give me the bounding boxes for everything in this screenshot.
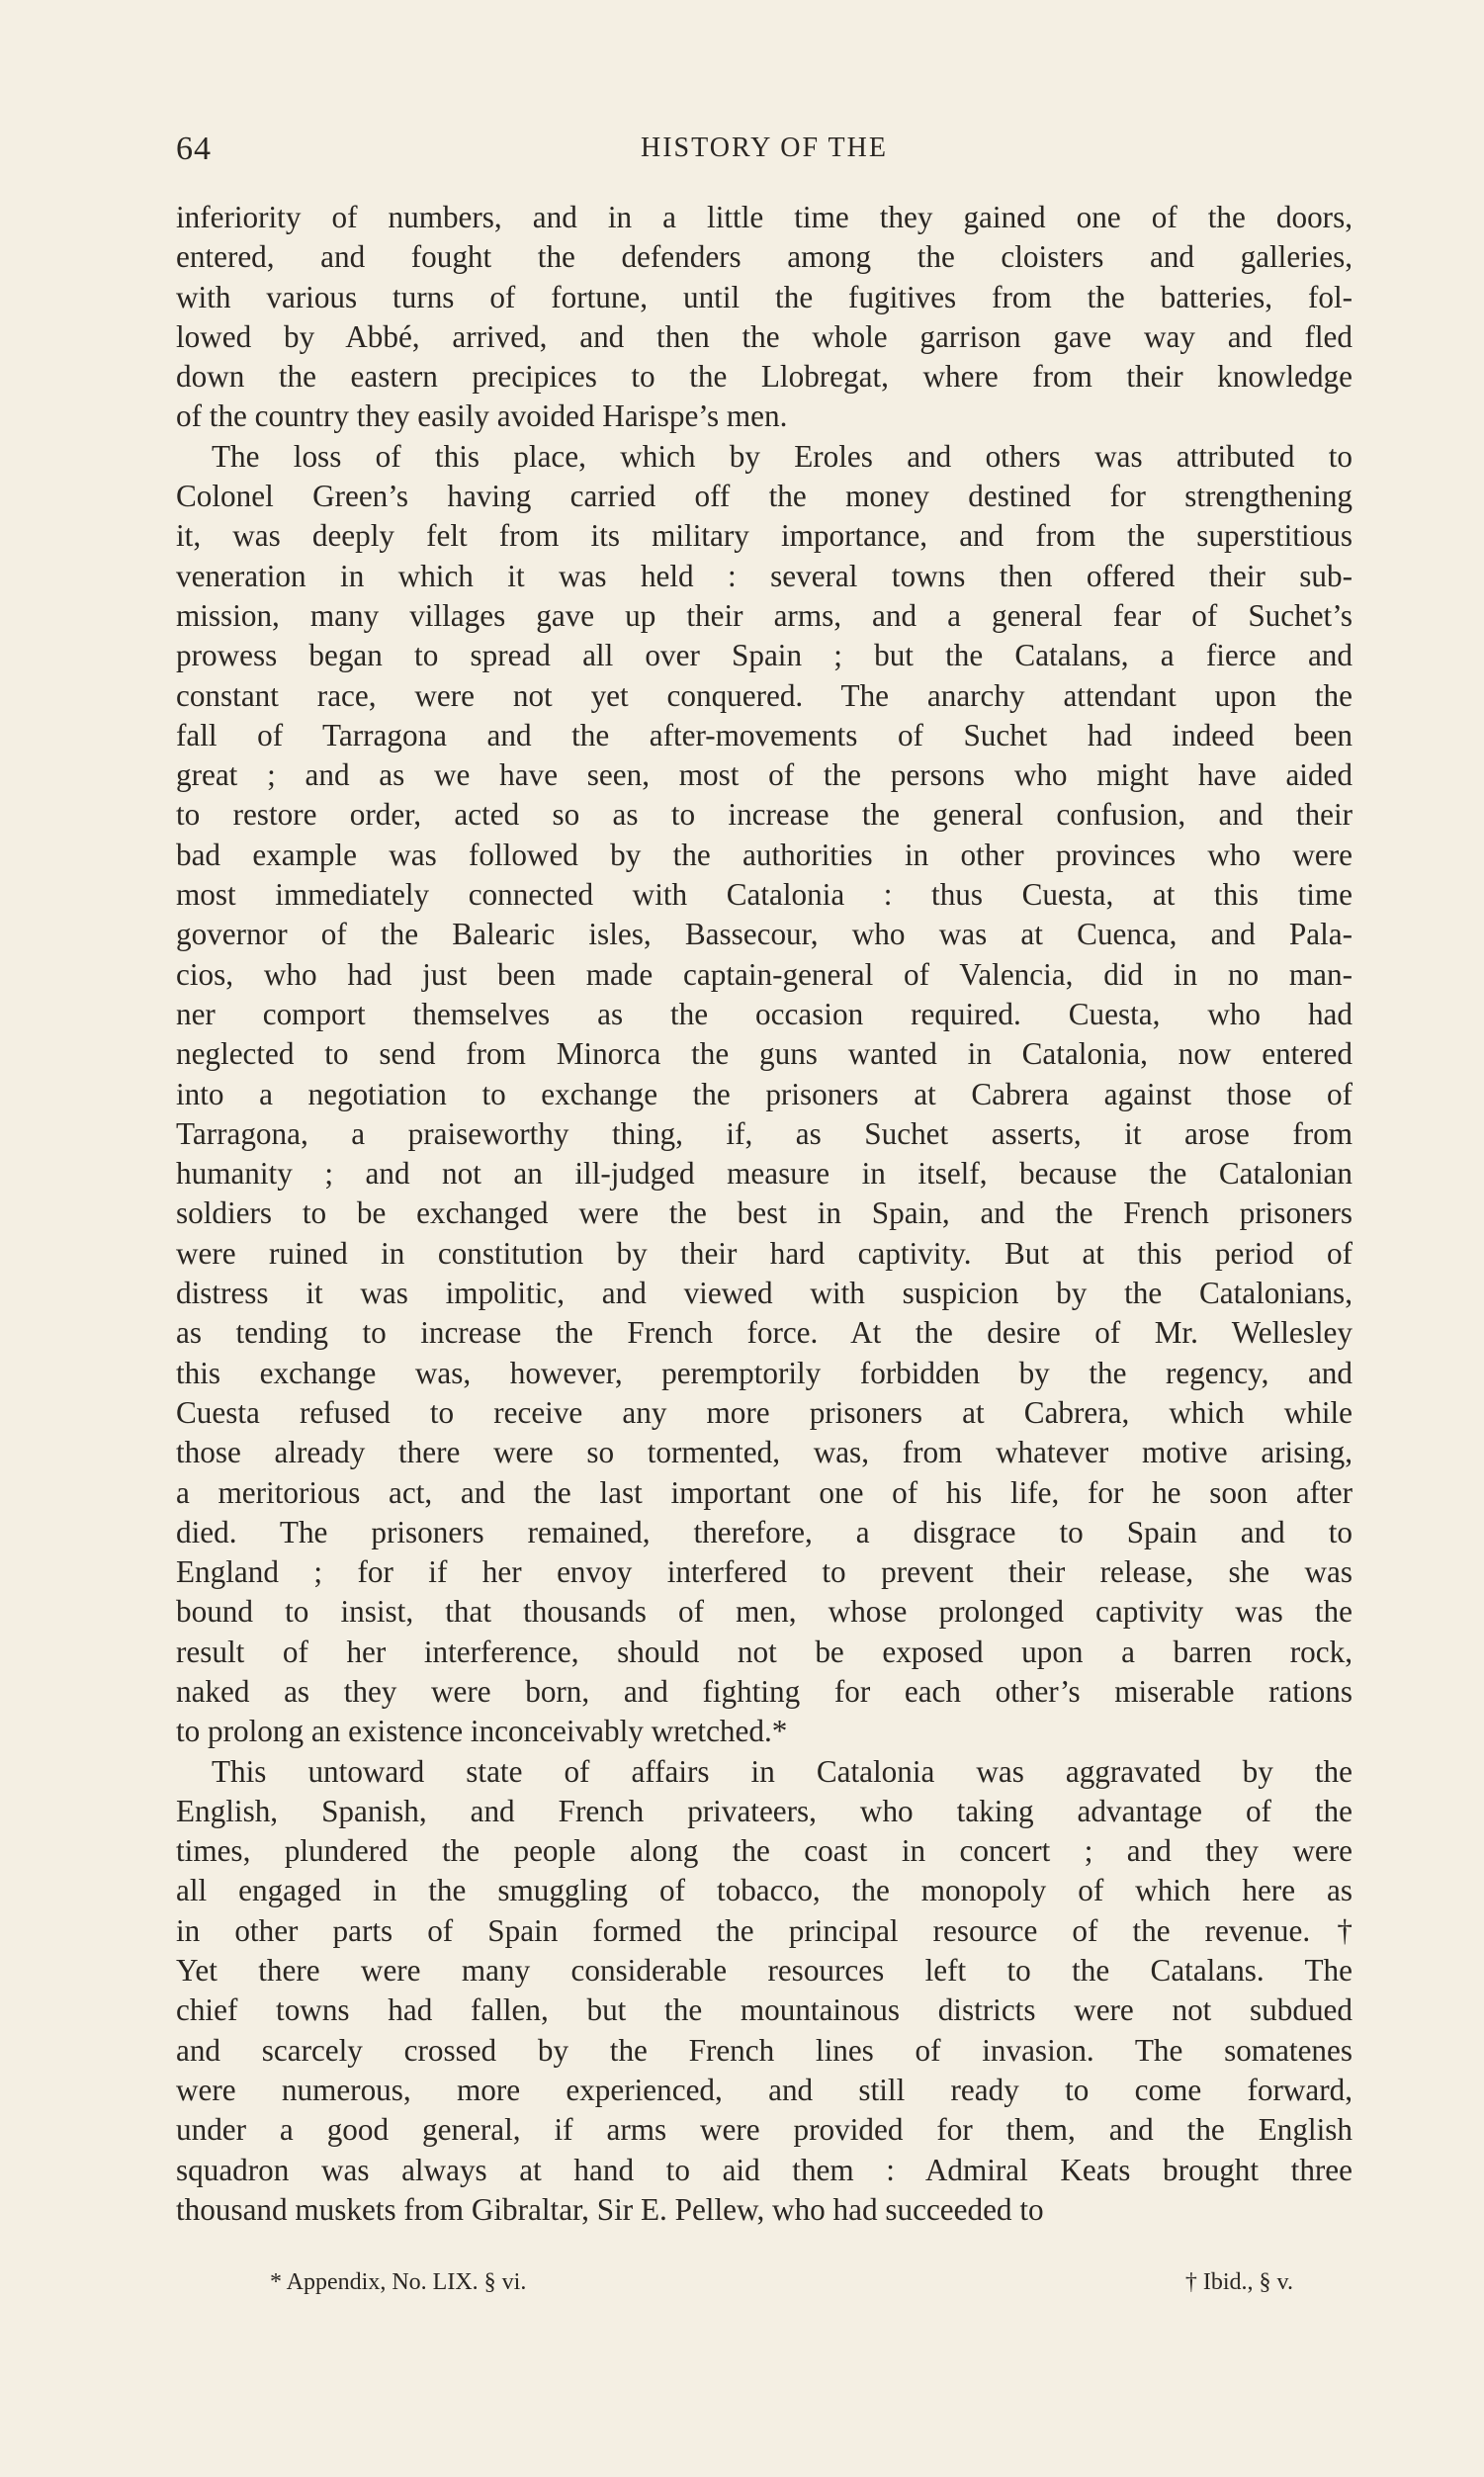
text-line: The loss of this place, which by Eroles and others was attributed to [212, 438, 1353, 474]
text-line: and scarcely crossed by the French lines of invasion. The somatenes [176, 2032, 1353, 2068]
text-line: cios, who had just been made captain-general of Valencia, did in no man- [176, 956, 1353, 992]
page-number: 64 [176, 131, 212, 167]
text-line: with various turns of fortune, until the fugitives from the batteries, fol- [176, 279, 1353, 314]
text-line: prowess began to spread all over Spain ; but the Catalans, a fierce and [176, 638, 1353, 673]
text-line: England ; for if her envoy interfered to prevent their release, she was [176, 1554, 1353, 1590]
text-line: great ; and as we have seen, most of the persons who might have aided [176, 757, 1353, 793]
text-line: died. The prisoners remained, therefore, a disgrace to Spain and to [176, 1514, 1353, 1549]
text-line: those already there were so tormented, was, from whatever motive arising, [176, 1435, 1353, 1470]
text-line: This untoward state of affairs in Catalonia was aggravated by the [212, 1753, 1353, 1789]
text-line: to restore order, acted so as to increase the general confusion, and their [176, 797, 1353, 833]
text-line: down the eastern precipices to the Llobregat, where from their knowledge [176, 359, 1353, 395]
page-header [176, 125, 1353, 174]
text-line: all engaged in the smuggling of tobacco, the monopoly of which here as [176, 1873, 1353, 1908]
text-line: a meritorious act, and the last important one of his life, for he soon after [176, 1474, 1353, 1510]
text-line: Tarragona, a praiseworthy thing, if, as Suchet asserts, it arose from [176, 1115, 1353, 1151]
text-line: squadron was always at hand to aid them : Admiral Keats brought three [176, 2152, 1353, 2187]
text-line: constant race, were not yet conquered. The anarchy attendant upon the [176, 677, 1353, 713]
text-line: entered, and fought the defenders among the cloisters and galleries, [176, 239, 1353, 275]
footnote-appendix: * Appendix, No. LIX. § vi. [270, 2269, 527, 2295]
text-line: of the country they easily avoided Harispe’s men. [176, 398, 788, 434]
text-line: inferiority of numbers, and in a little time they gained one of the doors, [176, 200, 1353, 234]
text-line: neglected to send from Minorca the guns wanted in Catalonia, now entered [176, 1036, 1353, 1072]
text-line: most immediately connected with Catalonia : thus Cuesta, at this time [176, 877, 1353, 913]
text-line: chief towns had fallen, but the mountainous districts were not subdued [176, 1992, 1353, 2028]
text-line: this exchange was, however, peremptorily forbidden by the regency, and [176, 1355, 1353, 1390]
text-line: result of her interference, should not be exposed upon a barren rock, [176, 1634, 1353, 1669]
body-text [176, 198, 1353, 2230]
running-title: HISTORY OF THE [641, 133, 888, 163]
text-line: bound to insist, that thousands of men, whose prolonged captivity was the [176, 1594, 1353, 1630]
text-line: bad example was followed by the authorities in other provinces who were [176, 837, 1353, 872]
text-line: were numerous, more experienced, and still ready to come forward, [176, 2072, 1353, 2107]
text-line: humanity ; and not an ill-judged measure in itself, because the Catalonian [176, 1156, 1353, 1192]
text-line: English, Spanish, and French privateers, who taking advantage of the [176, 1793, 1353, 1828]
text-line: to prolong an existence inconceivably wretched.* [176, 1714, 788, 1749]
text-line: it, was deeply felt from its military importance, and from the superstitious [176, 518, 1353, 554]
text-line: times, plundered the people along the coast in concert ; and they were [176, 1833, 1353, 1869]
text-line: distress it was impolitic, and viewed with suspicion by the Catalonians, [176, 1276, 1353, 1311]
text-line: Cuesta refused to receive any more prisoners at Cabrera, which while [176, 1394, 1353, 1430]
text-line: thousand muskets from Gibraltar, Sir E. Pellew, who had succeeded to [176, 2191, 1044, 2227]
footnote-ibid: † Ibid., § v. [1184, 2269, 1293, 2295]
text-line: ner comport themselves as the occasion required. Cuesta, who had [176, 996, 1353, 1031]
footnotes [176, 2269, 1353, 2309]
text-line: under a good general, if arms were provided for them, and the English [176, 2112, 1353, 2148]
text-line: veneration in which it was held : several towns then offered their sub- [176, 558, 1353, 593]
text-line: soldiers to be exchanged were the best in Spain, and the French prisoners [176, 1195, 1353, 1231]
text-line: naked as they were born, and fighting for each other’s miserable rations [176, 1673, 1353, 1709]
text-line: into a negotiation to exchange the prisoners at Cabrera against those of [176, 1076, 1353, 1111]
text-line: Yet there were many considerable resources left to the Catalans. The [176, 1953, 1353, 1989]
text-line: governor of the Balearic isles, Bassecour, who was at Cuenca, and Pala- [176, 917, 1353, 952]
text-line: lowed by Abbé, arrived, and then the whole garrison gave way and fled [176, 318, 1353, 354]
text-line: in other parts of Spain formed the principal resource of the revenue.† [176, 1912, 1353, 1948]
text-line: were ruined in constitution by their hard captivity. But at this period of [176, 1235, 1353, 1271]
text-line: as tending to increase the French force. At the desire of Mr. Wellesley [176, 1315, 1353, 1351]
text-line: mission, many villages gave up their arms, and a general fear of Suchet’s [176, 597, 1353, 633]
text-line: Colonel Green’s having carried off the money destined for strengthening [176, 479, 1353, 514]
text-line: fall of Tarragona and the after-movements of Suchet had indeed been [176, 717, 1353, 752]
